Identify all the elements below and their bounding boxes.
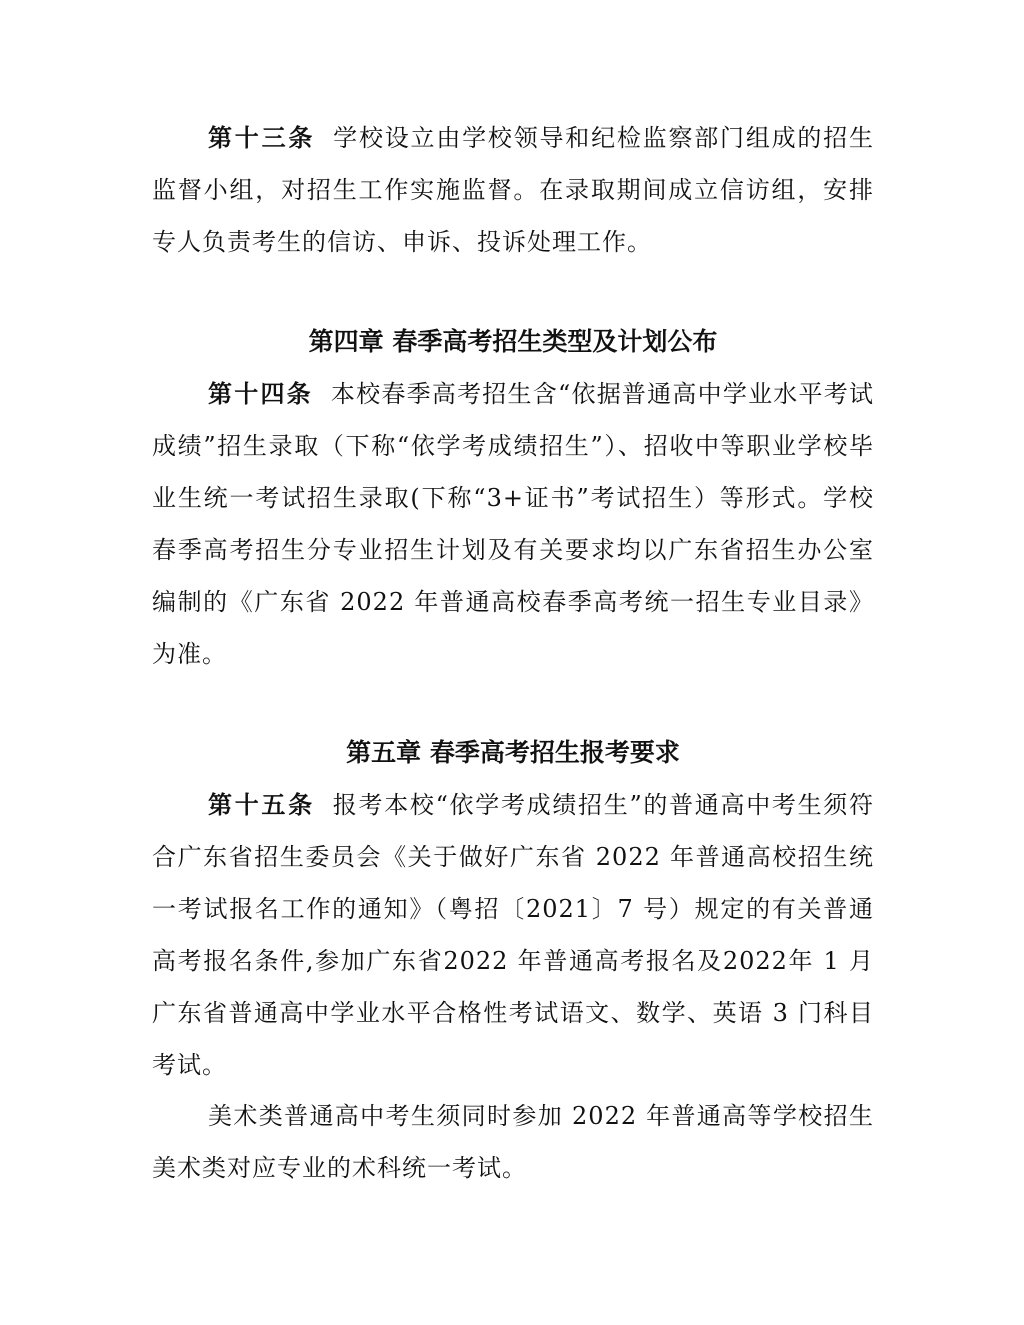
article-13-text: 学校设立由学校领导和纪检监察部门组成的招生监督小组，对招生工作实施监督。在录取期间成立信访组，安排专人负责考生的信访、申诉、投诉处理工作。 — [152, 124, 875, 256]
article-15-text: 报考本校“依学考成绩招生”的普通高中考生须符合广东省招生委员会《关于做好广东省 2022 年普通高校招生统一考试报名工作的通知》（粤招〔2021〕7 号）规定的有关普通高考报名条件,参加广东省2022 年普通高考报名及2022年 1 月广东省普通高中学业水平合格性考试语文、数学、英语 3 门科目考试。 — [152, 791, 874, 1079]
article-13-title: 第十三条 — [208, 124, 316, 152]
article-13-paragraph — [152, 112, 874, 268]
article-14-paragraph — [152, 368, 874, 680]
article-15-title: 第十五条 — [208, 791, 315, 819]
chapter-5-heading: 第五章 春季高考招生报考要求 — [346, 738, 680, 767]
article-15-paragraph-2: 美术类普通高中考生须同时参加 2022 年普通高等学校招生美术类对应专业的术科统一考试。 — [152, 1102, 874, 1182]
article-14-title: 第十四条 — [208, 380, 313, 408]
article-14-text: 本校春季高考招生含“依据普通高中学业水平考试成绩”招生录取（下称“依学考成绩招生”）、招收中等职业学校毕业生统一考试招生录取(下称“3+证书”考试招生）等形式。学校春季高考招生分专业招生计划及有关要求均以广东省招生办公室编制的《广东省 2022 年普通高校春季高考统一招生专业目录》为准。 — [152, 380, 874, 668]
chapter-4-heading: 第四章 春季高考招生类型及计划公布 — [308, 327, 718, 356]
article-15-paragraph — [152, 779, 874, 1091]
